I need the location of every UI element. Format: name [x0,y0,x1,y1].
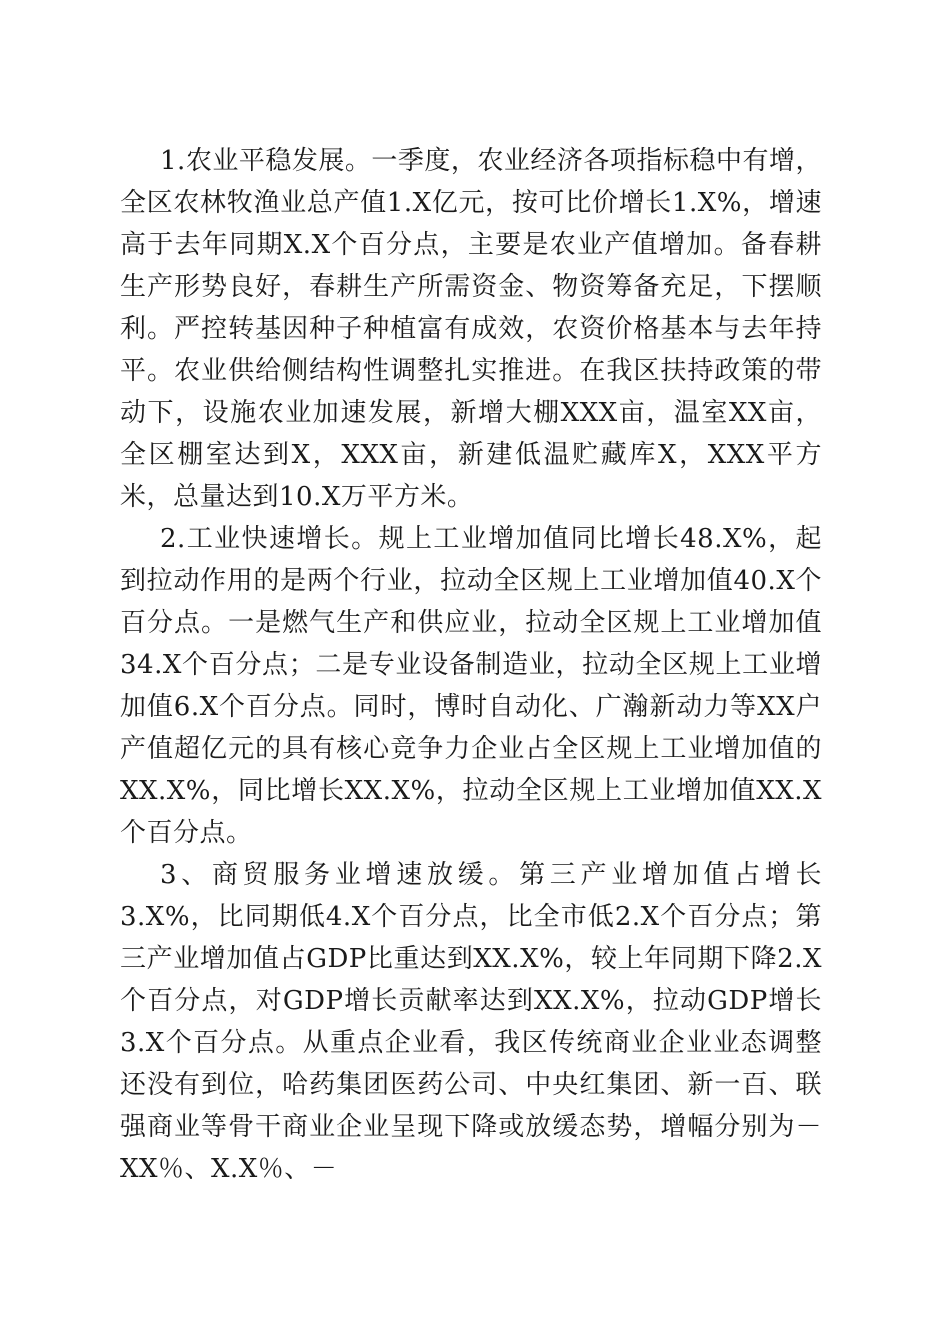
paragraph-agriculture: 1.农业平稳发展。一季度，农业经济各项指标稳中有增，全区农林牧渔业总产值1.X亿元，按可比价增长1.X%，增速高于去年同期X.X个百分点，主要是农业产值增加。备春耕生产形势良好，春耕生产所需资金、物资筹备充足，下摆顺利。严控转基因种子种植富有成效，农资价格基本与去年持平。农业供给侧结构性调整扎实推进。在我区扶持政策的带动下，设施农业加速发展，新增大棚XXX亩，温室XX亩，全区棚室达到X，XXX亩，新建低温贮藏库X，XXX平方米，总量达到10.X万平方米。 [120,146,822,512]
paragraph-industry: 2.工业快速增长。规上工业增加值同比增长48.X%，起到拉动作用的是两个行业，拉动全区规上工业增加值40.X个百分点。一是燃气生产和供应业，拉动全区规上工业增加值34.X个百分点；二是专业设备制造业，拉动全区规上工业增加值6.X个百分点。同时，博时自动化、广瀚新动力等XX户产值超亿元的具有核心竞争力企业占全区规上工业增加值的XX.X%，同比增长XX.X%，拉动全区规上工业增加值XX.X个百分点。 [120,524,822,848]
paragraph-commerce-services: 3、商贸服务业增速放缓。第三产业增加值占增长3.X%，比同期低4.X个百分点，比全市低2.X个百分点；第三产业增加值占GDP比重达到XX.X%，较上年同期下降2.X个百分点，对GDP增长贡献率达到XX.X%，拉动GDP增长3.X个百分点。从重点企业看，我区传统商业企业业态调整还没有到位，哈药集团医药公司、中央红集团、新一百、联强商业等骨干商业企业呈现下降或放缓态势，增幅分别为－XX％、X.X％、－ [120,860,822,1184]
document-body [120,140,822,1190]
